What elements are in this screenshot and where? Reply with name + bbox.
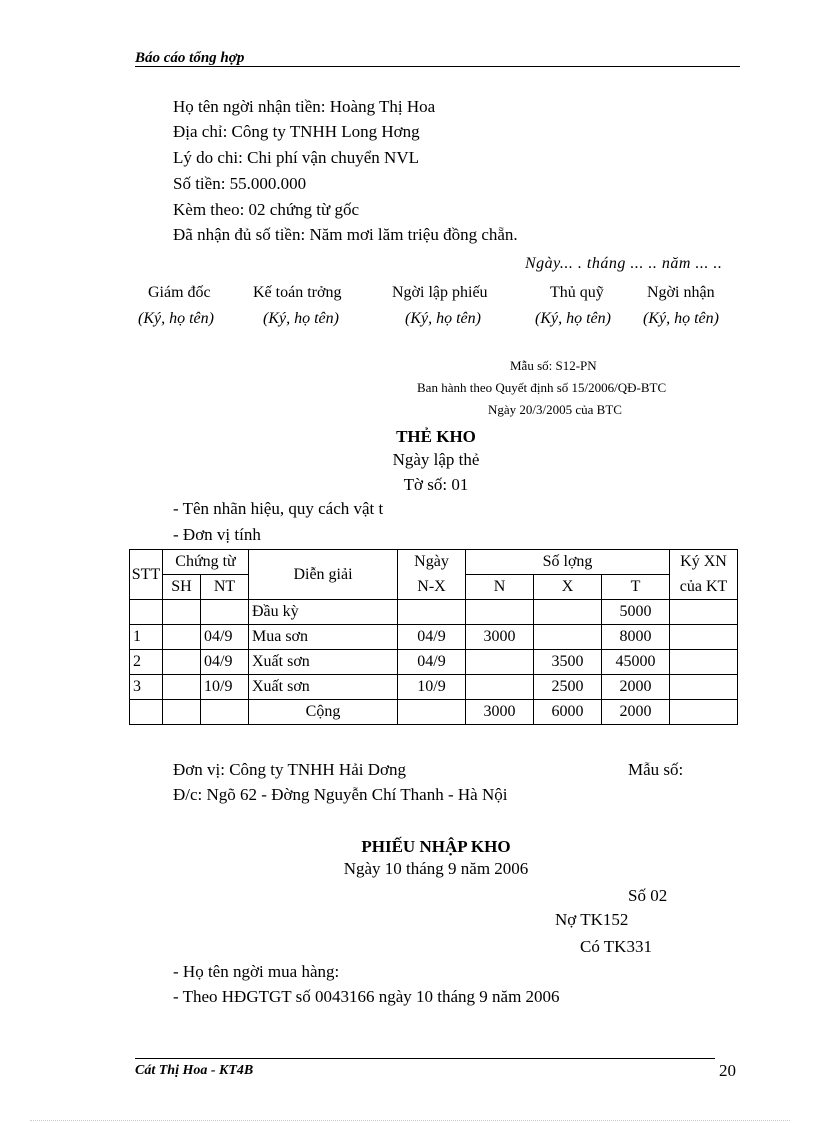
payee-address: Địa chỉ: Công ty TNHH Long Hơng	[173, 122, 420, 141]
cell-stt: 1	[130, 625, 163, 650]
cell-desc: Xuất sơn	[249, 675, 398, 700]
cell-n	[466, 650, 534, 675]
receipt-buyer: - Họ tên ngời mua hàng:	[173, 962, 340, 981]
receipt-form-number: Mẫu số:	[628, 760, 684, 779]
cell-nt: 10/9	[201, 675, 249, 700]
table-row	[130, 625, 738, 650]
receipt-credit: Có TK331	[580, 937, 652, 956]
cell-stt: 2	[130, 650, 163, 675]
stock-card-table	[129, 549, 738, 725]
cell-t: 2000	[602, 675, 670, 700]
header-chung-tu: Chứng từ	[163, 550, 249, 575]
cell-sh	[163, 625, 201, 650]
header-so-luong: Số lợng	[466, 550, 670, 575]
cell-stt: 3	[130, 675, 163, 700]
amount-in-words: Đã nhận đủ số tiền: Năm mơi lăm triệu đồng chẵn.	[173, 225, 518, 244]
cell-date	[398, 700, 466, 725]
cell-sh	[163, 675, 201, 700]
payment-amount: Số tiền: 55.000.000	[173, 174, 307, 193]
table-total-row	[130, 700, 738, 725]
cell-nt	[201, 700, 249, 725]
cell-date: 04/9	[398, 650, 466, 675]
table-row	[130, 675, 738, 700]
footer-author: Cát Thị Hoa - KT4B	[135, 1063, 254, 1078]
signature-receiver-sub: (Ký, họ tên)	[643, 310, 719, 327]
header-nx: N-X	[398, 575, 466, 600]
stock-card-subtitle: Ngày lập thẻ	[392, 450, 480, 469]
cell-nt	[201, 600, 249, 625]
cell-desc: Đầu kỳ	[249, 600, 398, 625]
table-row	[130, 650, 738, 675]
cell-desc: Xuất sơn	[249, 650, 398, 675]
header-nt: NT	[201, 575, 249, 600]
cell-t: 2000	[602, 700, 670, 725]
receipt-date: Ngày 10 tháng 9 năm 2006	[343, 859, 529, 878]
signature-chief-accountant: Kế toán trởng	[253, 284, 342, 301]
page-bottom-dots	[30, 1120, 790, 1121]
cell-sh	[163, 600, 201, 625]
cell-nt: 04/9	[201, 650, 249, 675]
header-sh: SH	[163, 575, 201, 600]
page-header: Báo cáo tổng hợp	[135, 50, 245, 66]
stock-card-field-name: - Tên nhãn hiệu, quy cách vật t	[173, 499, 384, 518]
form-decision: Ban hành theo Quyết định số 15/2006/QĐ-BTC	[417, 380, 667, 395]
form-date: Ngày 20/3/2005 của BTC	[488, 402, 622, 417]
cell-x	[534, 600, 602, 625]
header-x: X	[534, 575, 602, 600]
signature-preparer-sub: (Ký, họ tên)	[405, 310, 481, 327]
signature-receiver: Ngời nhận	[647, 284, 715, 301]
date-line: Ngày... . tháng ... .. năm ... ..	[525, 255, 723, 272]
cell-date: 04/9	[398, 625, 466, 650]
cell-kt	[670, 700, 738, 725]
cell-n	[466, 675, 534, 700]
cell-x	[534, 625, 602, 650]
payee-name: Họ tên ngời nhận tiền: Hoàng Thị Hoa	[173, 97, 436, 116]
cell-n	[466, 600, 534, 625]
stock-card-field-unit: - Đơn vị tính	[173, 525, 261, 544]
cell-sh	[163, 700, 201, 725]
header-n: N	[466, 575, 534, 600]
cell-n: 3000	[466, 700, 534, 725]
header-stt: STT	[130, 550, 163, 600]
payment-reason: Lý do chi: Chi phí vận chuyển NVL	[173, 148, 419, 167]
table-header-row	[130, 550, 738, 575]
cell-date: 10/9	[398, 675, 466, 700]
form-number: Mẫu số: S12-PN	[510, 358, 597, 373]
header-dien-giai: Diễn giải	[249, 550, 398, 600]
cell-x: 6000	[534, 700, 602, 725]
cell-x: 2500	[534, 675, 602, 700]
cell-x: 3500	[534, 650, 602, 675]
stock-card-title: THẺ KHO	[396, 427, 476, 446]
cell-desc: Mua sơn	[249, 625, 398, 650]
cell-kt	[670, 675, 738, 700]
signature-director-sub: (Ký, họ tên)	[138, 310, 214, 327]
header-t: T	[602, 575, 670, 600]
signature-chief-accountant-sub: (Ký, họ tên)	[263, 310, 339, 327]
header-ky-xn: Ký XN	[670, 550, 738, 575]
signature-cashier: Thủ quỹ	[550, 284, 604, 301]
cell-t: 45000	[602, 650, 670, 675]
cell-stt	[130, 700, 163, 725]
header-ngay: Ngày	[398, 550, 466, 575]
receipt-invoice: - Theo HĐGTGT số 0043166 ngày 10 tháng 9 năm 2006	[173, 987, 560, 1006]
cell-nt: 04/9	[201, 625, 249, 650]
header-cua-kt: của KT	[670, 575, 738, 600]
table-subheader-row	[130, 575, 738, 600]
stock-card-sheet-no: Tờ số: 01	[403, 475, 469, 494]
cell-sh	[163, 650, 201, 675]
cell-t: 8000	[602, 625, 670, 650]
page-number: 20	[719, 1061, 736, 1080]
cell-kt	[670, 600, 738, 625]
cell-stt	[130, 600, 163, 625]
receipt-unit: Đơn vị: Công ty TNHH Hải Dơng	[173, 760, 406, 779]
receipt-number: Số 02	[628, 886, 668, 905]
attachments: Kèm theo: 02 chứng từ gốc	[173, 200, 360, 219]
signature-director: Giám đốc	[148, 284, 211, 301]
receipt-title: PHIẾU NHẬP KHO	[361, 837, 511, 856]
cell-date	[398, 600, 466, 625]
receipt-debit: Nợ TK152	[555, 910, 629, 929]
cell-kt	[670, 650, 738, 675]
footer-rule	[135, 1058, 715, 1059]
cell-t: 5000	[602, 600, 670, 625]
header-rule	[135, 66, 740, 67]
cell-kt	[670, 625, 738, 650]
table-row	[130, 600, 738, 625]
cell-desc: Cộng	[249, 700, 398, 725]
signature-cashier-sub: (Ký, họ tên)	[535, 310, 611, 327]
receipt-address: Đ/c: Ngõ 62 - Đờng Nguyễn Chí Thanh - Hà Nội	[173, 785, 508, 804]
cell-n: 3000	[466, 625, 534, 650]
signature-preparer: Ngời lập phiếu	[392, 284, 488, 301]
